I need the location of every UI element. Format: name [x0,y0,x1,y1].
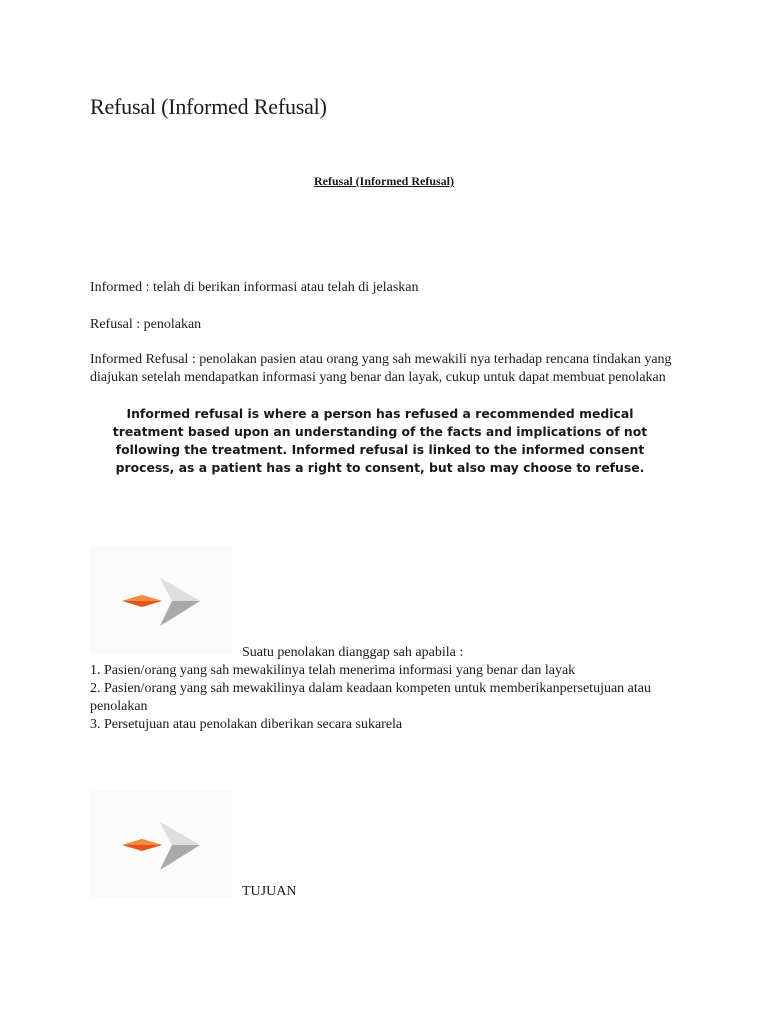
tujuan-label: TUJUAN [242,884,297,899]
refusal-definition: Refusal : penolakan [90,317,202,332]
list-item: 3. Persetujuan atau penolakan diberikan secara sukarela [90,717,403,732]
informed-definition: Informed : telah di berikan informasi atau telah di jelaskan [90,280,419,295]
informed-refusal-definition: Informed Refusal : penolakan pasien atau orang yang sah mewakili nya terhadap rencana tindakan yang diajukan setelah mendapatkan informasi yang benar dan layak, cukup untuk dapat membuat penolakan [90,352,672,385]
list-item: 2. Pasien/orang yang sah mewakilinya dalam keadaan kompeten untuk memberikanpersetujuan atau penolakan [90,681,651,714]
valid-conditions-list [90,662,690,734]
english-explanation: Informed refusal is where a person has refused a recommended medical treatment based upon an understanding of the facts and implications of not following the treatment. Informed refusal is linked to the informed consent process, as a patient has a right to consent, but also may choose to refuse. [112,406,648,475]
arrow-logo-image [90,546,232,654]
page-title: Refusal (Informed Refusal) [90,94,327,119]
arrow-logo-image [90,790,232,898]
list-item: 1. Pasien/orang yang sah mewakilinya telah menerima informasi yang benar dan layak [90,663,576,678]
arrow-logo-icon [120,574,202,630]
arrow-logo-icon [120,818,202,874]
valid-refusal-label: Suatu penolakan dianggap sah apabila : [242,645,464,660]
section-title: Refusal (Informed Refusal) [314,174,454,188]
